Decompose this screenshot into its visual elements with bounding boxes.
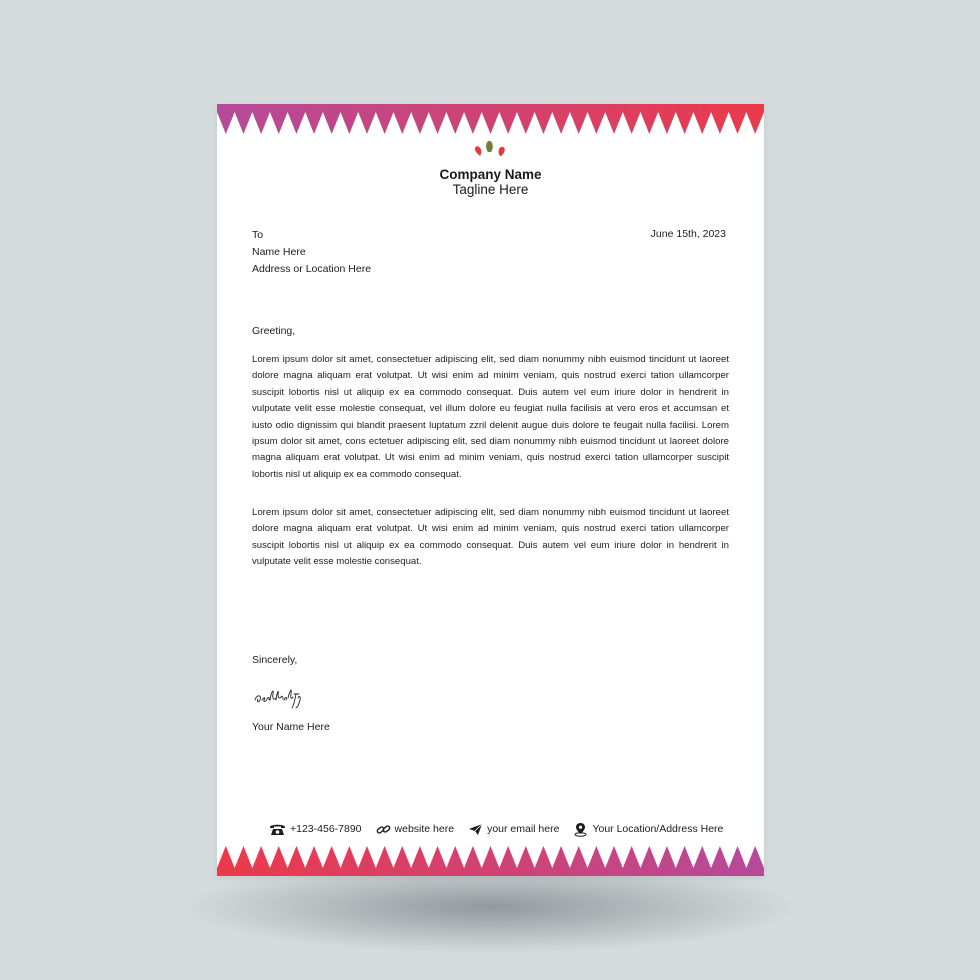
body-paragraph-2: Lorem ipsum dolor sit amet, consectetuer adipiscing elit, sed diam nonummy nibh euismod tincidunt ut laoreet dolore magna aliquam erat volutpat. Ut wisi enim ad minim veniam, quis nostrud exerci tation ullamcorper suscipit lobortis nisl ut aliquip ex ea commodo consequat. Duis autem vel eum iriure dolor in hendrerit in vulputate velit esse molestie consequat.: [252, 507, 729, 568]
contact-email: [468, 823, 559, 836]
recipient-name: Name Here: [252, 246, 306, 258]
sender-name: Your Name Here: [252, 721, 330, 733]
phone-icon: [269, 823, 286, 836]
link-icon: [376, 823, 391, 836]
letter-date: June 15th, 2023: [650, 228, 726, 240]
signature: [252, 682, 312, 710]
contact-address-text: Your Location/Address Here: [592, 823, 724, 835]
contact-row: [269, 819, 737, 839]
top-zigzag-band: [217, 104, 764, 136]
closing: Sincerely,: [252, 654, 298, 666]
bottom-zigzag-band: [217, 844, 764, 876]
contact-address: [573, 822, 723, 837]
location-pin-icon: [573, 822, 588, 837]
contact-website: [376, 823, 455, 836]
company-logo-icon: [470, 140, 510, 168]
paper-plane-icon: [468, 823, 483, 836]
greeting: Greeting,: [252, 325, 296, 337]
recipient-address: Address or Location Here: [252, 263, 372, 275]
contact-phone-text: +123-456-7890: [290, 823, 362, 835]
body-paragraph-1: Lorem ipsum dolor sit amet, consectetuer adipiscing elit, sed diam nonummy nibh euismod tincidunt ut laoreet dolore magna aliquam erat volutpat. Ut wisi enim ad minim veniam, quis nostrud exerci tation ullamcorper suscipit lobortis nisl ut aliquip ex ea commodo consequat. Duis autem vel eum iriure dolor in hendrerit in vulputate velit esse molestie consequat, vel illum dolore eu feugiat nulla facilisis at vero eros et accumsan et iusto odio dignissim qui blandit praesent luptatum zzril delenit augue duis dolore te feugait nulla facilisi. Lorem ipsum dolor sit amet, cons ectetuer adipiscing elit, sed diam nonummy nibh euismod tincidunt ut laoreet dolore magna aliquam erat volutpat. Ut wisi enim ad minim veniam, quis nostrud exerci tation ullamcorper suscipit lobortis nisl ut aliquip ex ea commodo consequat.: [252, 354, 729, 480]
letterhead-page: [217, 104, 764, 876]
company-name: Company Name: [439, 167, 542, 182]
recipient-block: [252, 227, 371, 278]
recipient-to-label: To: [252, 229, 264, 241]
contact-email-text: your email here: [487, 823, 560, 835]
contact-phone: [269, 823, 362, 836]
company-tagline: Tagline Here: [452, 182, 529, 197]
contact-website-text: website here: [394, 823, 455, 835]
